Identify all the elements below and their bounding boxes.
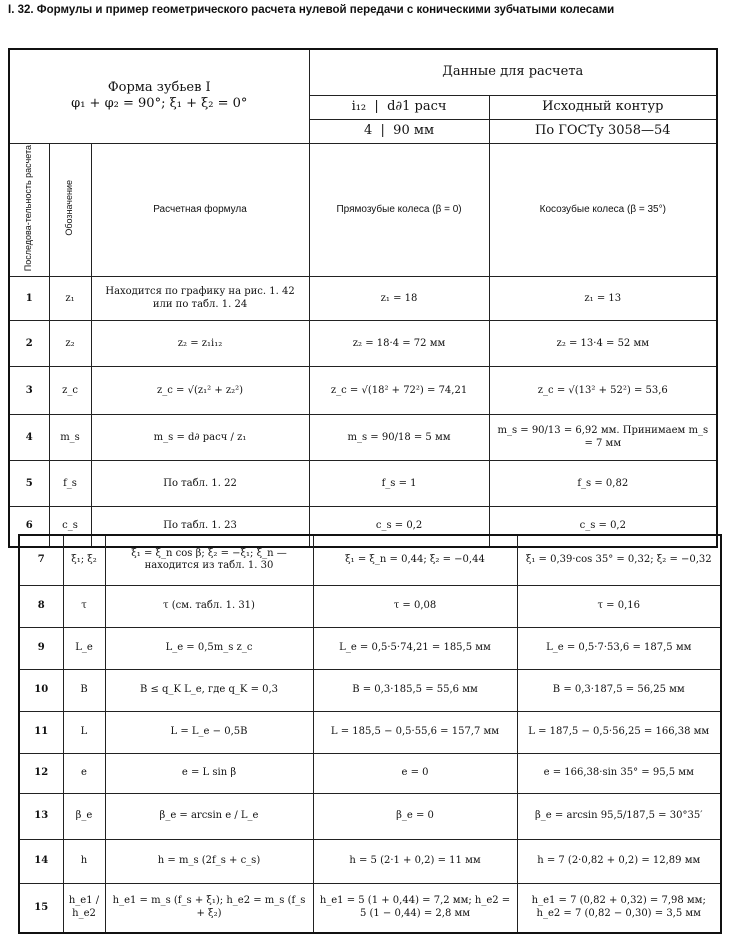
col-d: d∂1 расч [387, 98, 447, 114]
row-helical: L_e = 0,5·7·53,6 = 187,5 мм [517, 627, 721, 669]
row-helical: L = 187,5 − 0,5·56,25 = 166,38 мм [517, 711, 721, 753]
row-formula: h_e1 = m_s (f_s + ξ₁); h_e2 = m_s (f_s + ξ₂) [105, 883, 313, 933]
table-row [9, 321, 717, 367]
val-i-d: 4 | 90 мм [309, 119, 489, 143]
row-symbol: β_e [63, 793, 105, 839]
col-symbol: Обозначение [49, 143, 91, 277]
row-number: 15 [19, 883, 63, 933]
table-row [9, 277, 717, 321]
row-helical: c_s = 0,2 [489, 507, 717, 547]
row-number: 7 [19, 535, 63, 585]
row-symbol: z₁ [49, 277, 91, 321]
col-seq: Последова-тельность расчета [9, 143, 49, 277]
row-number: 2 [9, 321, 49, 367]
row-symbol: τ [63, 585, 105, 627]
table-row [19, 753, 721, 793]
header-row-1 [9, 49, 717, 95]
row-symbol: B [63, 669, 105, 711]
column-header-row [9, 143, 717, 277]
row-number: 3 [9, 367, 49, 415]
row-symbol: m_s [49, 415, 91, 461]
row-formula: z₂ = z₁i₁₂ [91, 321, 309, 367]
row-straight: m_s = 90/18 = 5 мм [309, 415, 489, 461]
row-straight: c_s = 0,2 [309, 507, 489, 547]
row-symbol: L [63, 711, 105, 753]
row-straight: z_c = √(18² + 72²) = 74,21 [309, 367, 489, 415]
row-symbol: c_s [49, 507, 91, 547]
row-formula: m_s = d∂ расч / z₁ [91, 415, 309, 461]
row-symbol: f_s [49, 461, 91, 507]
row-straight: f_s = 1 [309, 461, 489, 507]
row-straight: h = 5 (2·1 + 0,2) = 11 мм [313, 839, 517, 883]
table-row [19, 839, 721, 883]
row-straight: h_e1 = 5 (1 + 0,44) = 7,2 мм; h_e2 = 5 (1 − 0,44) = 2,8 мм [313, 883, 517, 933]
table-caption: I. 32. Формулы и пример геометрического расчета нулевой передачи с коническими зубчатыми колесами [8, 4, 615, 16]
row-number: 1 [9, 277, 49, 321]
row-straight: B = 0,3·185,5 = 55,6 мм [313, 669, 517, 711]
row-straight: L_e = 0,5·5·74,21 = 185,5 мм [313, 627, 517, 669]
row-symbol: z₂ [49, 321, 91, 367]
top-rows [9, 277, 717, 547]
row-formula: β_e = arcsin e / L_e [105, 793, 313, 839]
row-symbol: h_e1 / h_e2 [63, 883, 105, 933]
calc-table-bottom [18, 534, 722, 934]
row-formula: τ (см. табл. 1. 31) [105, 585, 313, 627]
row-formula: По табл. 1. 22 [91, 461, 309, 507]
table-row [9, 461, 717, 507]
bottom-rows [19, 535, 721, 933]
table-row [19, 669, 721, 711]
val-contour: По ГОСТу 3058—54 [489, 119, 717, 143]
col-straight: Прямозубые колеса (β = 0) [309, 143, 489, 277]
row-helical: β_e = arcsin 95,5/187,5 = 30°35′ [517, 793, 721, 839]
tooth-form-condition: φ₁ + φ₂ = 90°; ξ₁ + ξ₂ = 0° [71, 96, 248, 112]
row-symbol: z_c [49, 367, 91, 415]
row-symbol: e [63, 753, 105, 793]
row-symbol: h [63, 839, 105, 883]
row-formula: L_e = 0,5m_s z_c [105, 627, 313, 669]
calc-table-top [8, 48, 718, 548]
row-number: 13 [19, 793, 63, 839]
row-formula: ξ₁ = ξ_n cos β; ξ₂ = −ξ₁; ξ_n — находится из табл. 1. 30 [105, 535, 313, 585]
row-formula: h = m_s (2f_s + c_s) [105, 839, 313, 883]
row-straight: τ = 0,08 [313, 585, 517, 627]
col-i12: i₁₂ | d∂1 расч [309, 95, 489, 119]
row-number: 14 [19, 839, 63, 883]
col-helical: Косозубые колеса (β = 35°) [489, 143, 717, 277]
row-helical: m_s = 90/13 = 6,92 мм. Принимаем m_s = 7 мм [489, 415, 717, 461]
row-straight: e = 0 [313, 753, 517, 793]
row-straight: z₁ = 18 [309, 277, 489, 321]
row-helical: h = 7 (2·0,82 + 0,2) = 12,89 мм [517, 839, 721, 883]
table-row [19, 711, 721, 753]
table-row [19, 883, 721, 933]
col-contour: Исходный контур [489, 95, 717, 119]
row-symbol: ξ₁; ξ₂ [63, 535, 105, 585]
row-straight: β_e = 0 [313, 793, 517, 839]
row-formula: z_c = √(z₁² + z₂²) [91, 367, 309, 415]
row-formula: e = L sin β [105, 753, 313, 793]
row-number: 9 [19, 627, 63, 669]
row-number: 11 [19, 711, 63, 753]
table-row [19, 793, 721, 839]
col-formula: Расчетная формула [91, 143, 309, 277]
row-helical: f_s = 0,82 [489, 461, 717, 507]
table-row [19, 535, 721, 585]
row-straight: z₂ = 18·4 = 72 мм [309, 321, 489, 367]
tooth-form-cell [9, 49, 309, 143]
row-helical: z₁ = 13 [489, 277, 717, 321]
row-helical: e = 166,38·sin 35° = 95,5 мм [517, 753, 721, 793]
row-helical: z₂ = 13·4 = 52 мм [489, 321, 717, 367]
table-row [9, 415, 717, 461]
val-d: 90 мм [393, 122, 435, 138]
row-symbol: L_e [63, 627, 105, 669]
row-helical: z_c = √(13² + 52²) = 53,6 [489, 367, 717, 415]
row-straight: ξ₁ = ξ_n = 0,44; ξ₂ = −0,44 [313, 535, 517, 585]
data-title: Данные для расчета [309, 49, 717, 95]
table-row [9, 367, 717, 415]
row-helical: τ = 0,16 [517, 585, 721, 627]
row-number: 6 [9, 507, 49, 547]
tooth-form-title: Форма зубьев I [107, 80, 211, 95]
row-number: 12 [19, 753, 63, 793]
row-formula: По табл. 1. 23 [91, 507, 309, 547]
row-helical: h_e1 = 7 (0,82 + 0,32) = 7,98 мм; h_e2 = 7 (0,82 − 0,30) = 3,5 мм [517, 883, 721, 933]
row-straight: L = 185,5 − 0,5·55,6 = 157,7 мм [313, 711, 517, 753]
row-helical: B = 0,3·187,5 = 56,25 мм [517, 669, 721, 711]
row-helical: ξ₁ = 0,39·cos 35° = 0,32; ξ₂ = −0,32 [517, 535, 721, 585]
row-number: 10 [19, 669, 63, 711]
table-row [19, 627, 721, 669]
row-number: 8 [19, 585, 63, 627]
row-number: 4 [9, 415, 49, 461]
row-formula: L = L_e − 0,5B [105, 711, 313, 753]
row-number: 5 [9, 461, 49, 507]
row-formula: Находится по графику на рис. 1. 42 или по табл. 1. 24 [91, 277, 309, 321]
row-formula: B ≤ q_K L_e, где q_K = 0,3 [105, 669, 313, 711]
table-row [19, 585, 721, 627]
